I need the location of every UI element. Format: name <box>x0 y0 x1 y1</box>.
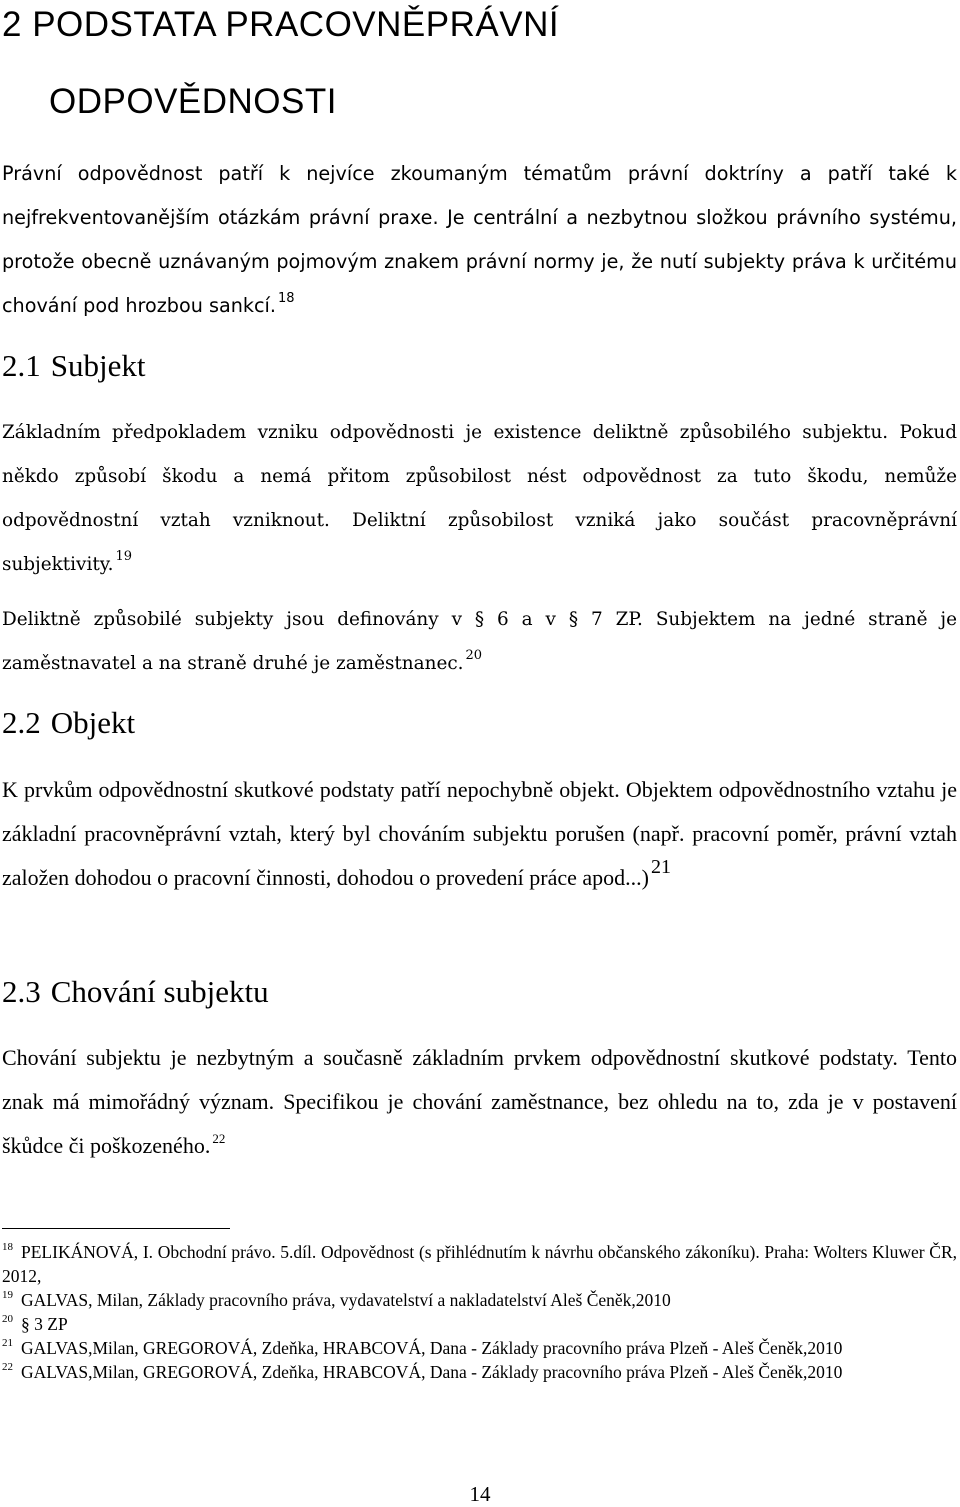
footnotes <box>2 1240 957 1384</box>
footnote-ref-21: 21 <box>650 856 671 878</box>
subjekt-paragraph-1 <box>2 411 957 587</box>
footnote-text: GALVAS,Milan, GREGOROVÁ, Zdeňka, HRABCOVÁ, Dana - Základy pracovního práva Plzeň - Aleš Čeněk,2010 <box>21 1338 843 1358</box>
section-heading-objekt <box>2 703 135 743</box>
footnote-ref-18: 18 <box>277 291 295 306</box>
footnote-ref-19: 19 <box>115 549 133 564</box>
section-heading-chovani-subjektu <box>2 972 269 1012</box>
intro-paragraph <box>2 152 957 328</box>
page-number: 14 <box>469 1482 491 1506</box>
section-number: 2.1 <box>2 348 41 383</box>
subjekt-paragraph-2 <box>2 598 957 686</box>
chovani-paragraph <box>2 1036 957 1168</box>
objekt-paragraph <box>2 768 957 900</box>
intro-text: Právní odpovědnost patří k nejvíce zkoumaným tématům právní doktríny a patří také k nejfrekventovanějším otázkám právní praxe. Je centrální a nezbytnou složkou právního systému, protože obecně uznávaným pojmovým znakem právní normy je, že nutí subjekty práva k určitému chování pod hrozbou sankcí. <box>2 162 957 317</box>
footnote-21 <box>2 1336 957 1360</box>
chapter-title <box>2 0 952 125</box>
section-title: Chování subjektu <box>50 974 269 1009</box>
footnote-ref-22: 22 <box>212 1131 226 1146</box>
footnote-19 <box>2 1288 957 1312</box>
footnote-number: 20 <box>2 1313 13 1325</box>
footnote-number: 18 <box>2 1241 13 1253</box>
footnote-text: GALVAS, Milan, Základy pracovního práva, vydavatelství a nakladatelství Aleš Čeněk,2010 <box>21 1290 671 1310</box>
footnote-number: 21 <box>2 1337 13 1349</box>
footnote-text: PELIKÁNOVÁ, I. Obchodní právo. 5.díl. Odpovědnost (s přihlédnutím k návrhu občanského zákoníku). Praha: Wolters Kluwer ČR, 2012, <box>2 1242 957 1286</box>
footnote-separator <box>2 1228 230 1229</box>
section-number: 2.3 <box>2 974 41 1009</box>
section-title: Objekt <box>50 705 136 740</box>
paragraph-text: Základním předpokladem vzniku odpovědnosti je existence deliktně způsobilého subjektu. Pokud někdo způsobí škodu a nemá přitom způsobilost nést odpovědnost za tuto škodu, nemůže odpovědnostní vztah vzniknout. Deliktní způsobilost vzniká jako součást pracovněprávní subjektivity. <box>2 422 957 575</box>
footnote-text: GALVAS,Milan, GREGOROVÁ, Zdeňka, HRABCOVÁ, Dana - Základy pracovního práva Plzeň - Aleš Čeněk,2010 <box>21 1362 843 1382</box>
chapter-title-line-2: ODPOVĚDNOSTI <box>49 82 337 121</box>
chapter-title-line-1: 2 PODSTATA PRACOVNĚPRÁVNÍ <box>2 5 560 44</box>
footnote-18 <box>2 1240 957 1288</box>
section-title: Subjekt <box>50 348 146 383</box>
section-heading-subjekt <box>2 346 145 386</box>
paragraph-text: Deliktně způsobilé subjekty jsou definovány v § 6 a v § 7 ZP. Subjektem na jedné straně je zaměstnavatel a na straně druhé je zaměstnanec. <box>2 609 957 674</box>
footnote-number: 22 <box>2 1361 13 1373</box>
footnote-number: 19 <box>2 1289 13 1301</box>
footnote-20 <box>2 1312 957 1336</box>
section-number: 2.2 <box>2 705 41 740</box>
paragraph-text: Chování subjektu je nezbytným a současně základním prvkem odpovědnostní skutkové podstaty. Tento znak má mimořádný význam. Specifikou je chování zaměstnance, bez ohledu na to, zda je v postavení škůdce či poškozeného. <box>2 1045 957 1158</box>
paragraph-text: K prvkům odpovědnostní skutkové podstaty patří nepochybně objekt. Objektem odpovědnostního vztahu je základní pracovněprávní vztah, který byl chováním subjektu porušen (např. pracovní poměr, právní vztah založen dohodou o pracovní činnosti, dohodou o provedení práce apod...) <box>2 777 957 890</box>
footnote-text: § 3 ZP <box>21 1314 68 1334</box>
footnote-ref-20: 20 <box>465 648 483 663</box>
footnote-22 <box>2 1360 957 1384</box>
